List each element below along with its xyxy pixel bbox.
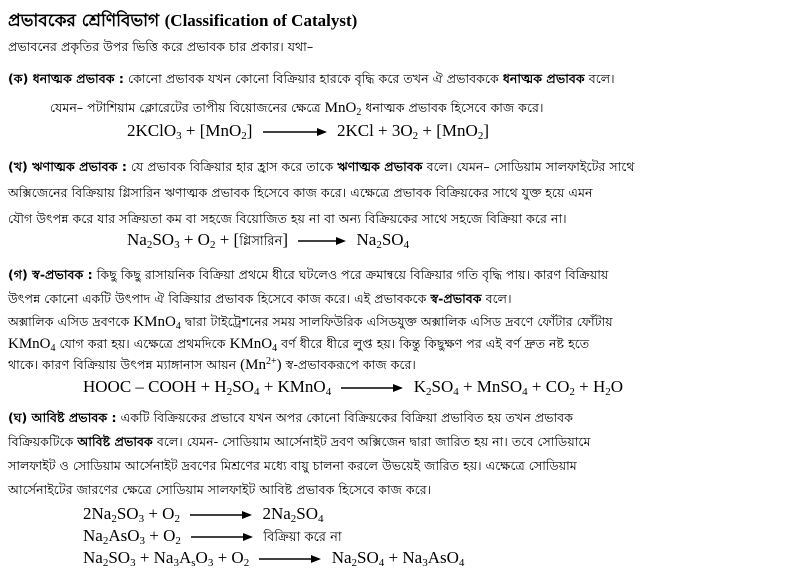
positive-label: (ক) ধনাত্মক প্রভাবক : <box>8 71 124 86</box>
induced-line-4: আর্সেনাইটের জারণের ক্ষেত্রে সোডিয়াম সালফাইট আবিষ্ট প্রভাবক হিসেবে কাজ করে। <box>8 482 432 497</box>
positive-example <box>50 99 544 117</box>
reaction-arrow <box>298 236 346 246</box>
positive-catalyst-paragraph <box>8 70 615 88</box>
positive-term: ধনাত্মক প্রভাবক <box>502 71 585 86</box>
positive-equation: 2KClO$_3$ + [MnO$_2$] $2KCl + 3O_2 + [MnO_2]$ <box>127 121 489 142</box>
reaction-arrow <box>341 383 403 393</box>
induced-line-3: সালফাইট ও সোডিয়াম আর্সেনাইট দ্রবণের মিশ্রণের মধ্যে বায়ু চালনা করলে উভয়েই জারিত হয়। এক্ষেত্রে সোডিয়াম <box>8 458 577 473</box>
auto-term: স্ব-প্রভাবক <box>430 291 482 306</box>
positive-text: কোনো প্রভাবক যখন কোনো বিক্রিয়ার হারকে বৃদ্ধি করে তখন ঐ প্রভাবককে <box>127 71 499 86</box>
positive-example-text: যেমন– পটাশিয়াম ক্লোরেটের তাপীয় বিয়োজনের ক্ষেত্রে <box>50 100 321 115</box>
auto-catalyst-paragraph <box>8 266 608 284</box>
auto-line-5: থাকে। কারণ বিক্রিয়ায় উৎপন্ন ম্যাঙ্গানাস আয়ন $(Mn^{2+})$ স্ব-প্রভাবকরূপে কাজ করে। <box>8 356 416 373</box>
induced-term: আবিষ্ট প্রভাবক <box>77 434 153 449</box>
title-bangla: প্রভাবকের শ্রেণিবিভাগ <box>8 11 160 31</box>
negative-line-3: যৌগ উৎপন্ন করে যার সক্রিয়তা কম বা সহজে বিয়োজিত হয় না বা অন্য বিক্রিয়কের সাথে সহজে বিক্রিয়া করে না। <box>8 211 567 226</box>
induced-line-2: বিক্রিয়কটিকে আবিষ্ট প্রভাবক বলে। যেমন- সোডিয়াম আর্সেনাইট দ্রবণ অক্সিজেন দ্বারা জারিত হয় না। তবে সোডিয়ামে <box>8 434 591 449</box>
negative-equation: $Na_2SO_3 + O_2$ + [গ্লিসারিন] $Na_2SO_4$ <box>127 230 410 251</box>
intro-text: প্রভাবনের প্রকৃতির উপর ভিত্তি করে প্রভাবক চার প্রকার। যথা– <box>8 39 314 54</box>
negative-text: যে প্রভাবক বিক্রিয়ার হার হ্রাস করে তাকে <box>130 159 334 174</box>
negative-term: ঋণাত্মক প্রভাবক <box>337 159 423 174</box>
title-english: (Classification of Catalyst) <box>164 11 358 30</box>
positive-example-formula: MnO$_2$ <box>324 100 362 118</box>
positive-text-end: বলে। <box>588 71 615 86</box>
reaction-arrow <box>190 510 252 520</box>
auto-line-4: KMnO$_4$ যোগ করা হয়। এক্ষেত্রে প্রথমদিকে KMnO$_4$ বর্ণ ধীরে ধীরে লুপ্ত হয়। কিন্তু কিছুক্ষণ পর এই বর্ণ দ্রুত নষ্ট হতে <box>8 336 590 354</box>
negative-line-2: অক্সিজেনের বিক্রিয়ায় গ্লিসারিন ঋণাত্মক প্রভাবক হিসেবে কাজ করে। এক্ষেত্রে প্রভাবক বিক্রিয়কের সাথে যুক্ত হয়ে এমন <box>8 185 593 200</box>
auto-equation: HOOC – COOH + $H_2SO_4$ + KMnO$_4$ $K_2SO_4$ + MnSO$_4$ + $CO_2 + H_2O$ <box>83 377 624 398</box>
negative-catalyst-paragraph <box>8 158 635 176</box>
auto-text: কিছু কিছু রাসায়নিক বিক্রিয়া প্রথমে ধীরে ঘটলেও পরে ক্রমান্বয়ে বিক্রিয়ার গতি বৃদ্ধি পায়। কারণ বিক্রিয়ায় <box>96 267 609 282</box>
reaction-arrow <box>263 127 327 137</box>
auto-line-3: অক্সালিক এসিড দ্রবণকে KMnO$_4$ দ্বারা টাইট্রেশনের সময় সালফিউরিক এসিডযুক্ত অক্সালিক এসিড দ্রবণে ফোঁটার ফোঁটায় <box>8 314 613 332</box>
induced-equation-2: $Na_2AsO_3 + O_2$ বিক্রিয়া করে না <box>83 526 342 547</box>
induced-catalyst-paragraph <box>8 409 573 427</box>
page-title <box>8 8 357 36</box>
positive-example-text-end: ধনাত্মক প্রভাবক হিসেবে কাজ করে। <box>365 100 544 115</box>
negative-label: (খ) ঋণাত্মক প্রভাবক : <box>8 159 127 174</box>
auto-label: (গ) স্ব-প্রভাবক : <box>8 267 93 282</box>
induced-text: একটি বিক্রিয়কের প্রভাবে যখন অপর কোনো বিক্রিয়কের বিক্রিয়া প্রভাবিত হয় তখন প্রভাবক <box>120 410 573 425</box>
reaction-arrow <box>259 554 321 564</box>
induced-equation-3: $Na_2SO_3 + Na_3A_sO_3 + O_2$ $Na_2SO_4 + Na_3AsO_4$ <box>83 548 465 569</box>
negative-text-end: বলে। যেমন– সোডিয়াম সালফাইটের সাথে <box>426 159 635 174</box>
auto-line-2: উৎপন্ন কোনো একটি উৎপাদ ঐ বিক্রিয়ার প্রভাবক হিসেবে কাজ করে। এই প্রভাবককে স্ব-প্রভাবক বলে। <box>8 291 512 306</box>
induced-label: (ঘ) আবিষ্ট প্রভাবক : <box>8 410 117 425</box>
induced-equation-1: $2Na_2SO_3 + O_2$ $2Na_2SO_4$ <box>83 504 324 525</box>
reaction-arrow <box>191 532 253 542</box>
